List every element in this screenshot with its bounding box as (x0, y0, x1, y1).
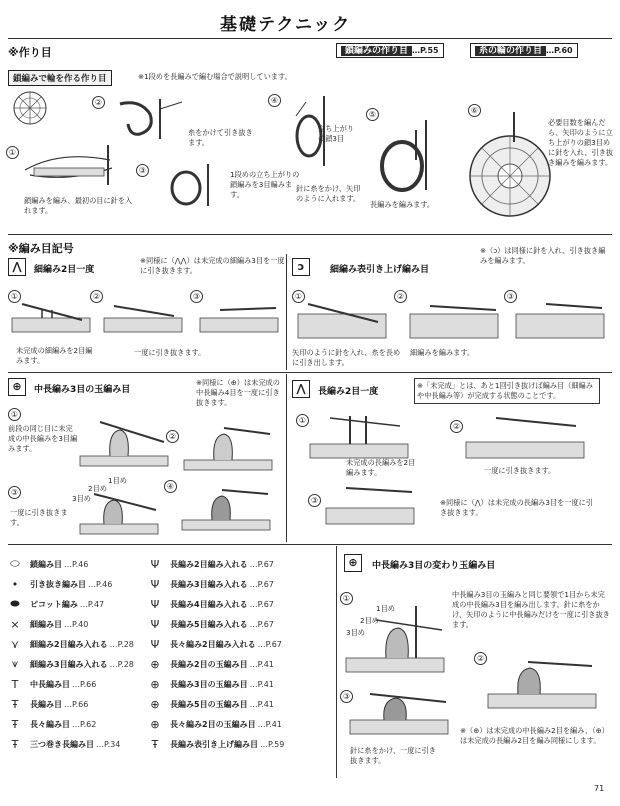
start-step-3-text: 1段めの立ち上がりの鎖編みを3目編みます。 (230, 170, 300, 199)
dc-front-post-icon: Ŧ (151, 737, 159, 751)
sc2tog-step-2-num: ② (90, 290, 103, 303)
variation-puff-label-2: 2目め (360, 616, 379, 625)
legend-item[interactable]: Ŧ 長編み目 …P.66 (6, 694, 166, 714)
sc2tog-step-1-illustration (12, 300, 92, 340)
start-step-4-text: 針に糸をかけ、矢印のように入れます。 (296, 184, 361, 203)
hdc-puff-step-1-num: ① (8, 408, 21, 421)
start-step-1-text: 鎖編みを編み、最初の目に針を入れます。 (24, 196, 133, 215)
symbol-dc2tog-icon: ⋀ (292, 380, 310, 398)
front-post-step-3-illustration (516, 300, 606, 344)
hdc-puff-step-1-illustration (80, 412, 170, 472)
double-treble-icon: Ŧ (11, 737, 19, 751)
front-post-note: ※（ↄ）は同様に針を入れ、引き抜き編みを編みます。 (480, 246, 606, 265)
dc2tog-step-1-illustration (310, 412, 410, 462)
legend-item[interactable]: Ŧ 長々編み目 …P.62 (6, 714, 166, 734)
page-title: 基礎テクニック (220, 15, 352, 35)
legend-item[interactable]: • 引き抜き編み目 …P.46 (6, 574, 166, 594)
front-post-step-2-illustration (410, 300, 500, 344)
treble-crochet-icon: Ŧ (11, 717, 19, 731)
hdc-puff-step-1-text: 前段の同じ目に未完成の中長編みを3目編みます。 (8, 424, 78, 453)
front-post-step-2-num: ② (394, 290, 407, 303)
section-divider-2 (8, 372, 612, 373)
variation-puff-step-2-illustration (488, 656, 598, 712)
sc-3-inc-icon: ⩛ (11, 657, 19, 670)
start-step-4-label: 立ち上がりの鎖3目 (318, 124, 354, 143)
hdc-puff-step-2-illustration (184, 420, 274, 476)
variation-puff-step-1-num: ① (340, 592, 353, 605)
ref-chain-start-page: …P.55 (412, 46, 439, 55)
ref-ring-start-label: 糸の輪の作り目 (475, 46, 546, 56)
dc-5-puff-icon: ⊕ (150, 697, 160, 711)
front-post-step-1-illustration (298, 300, 388, 344)
start-step-4-num: ④ (268, 94, 281, 107)
legend-item[interactable]: Ŧ 長編み表引き上げ編み目 …P.59 (146, 734, 336, 754)
hdc-puff-step-3-text: 一度に引き抜きます。 (10, 508, 68, 527)
hdc-puff-step-4-illustration (182, 486, 272, 536)
symbol-variation-puff-icon: ⊕ (344, 554, 362, 572)
sc2tog-step-1-text: 未完成の細編みを2目編みます。 (16, 346, 93, 365)
front-post-step-2-text: 細編みを編みます。 (410, 348, 475, 357)
variation-puff-label-3: 3目め (346, 628, 365, 637)
half-double-icon: T (11, 677, 19, 691)
dc-3-puff-icon: ⊕ (150, 677, 160, 691)
start-step-3-illustration (156, 160, 236, 210)
hdc-puff-label-3: 3目め (72, 494, 91, 503)
picot-icon: ⬬ (10, 597, 20, 610)
sc2tog-step-3-num: ③ (190, 290, 203, 303)
block-divider-v1 (286, 254, 287, 370)
legend-item[interactable]: Ψ 長編み4目編み入れる …P.67 (146, 594, 336, 614)
tr-2-inc-icon: Ψ (150, 637, 160, 651)
dc2tog-step-1-text: 未完成の長編みを2目編みます。 (346, 458, 416, 477)
block-divider-v2 (286, 374, 287, 542)
sc2tog-step-3-text: 一度に引き抜きます。 (134, 348, 206, 357)
dc-4-inc-icon: Ψ (150, 597, 160, 611)
legend-item[interactable]: × 細編み目 …P.40 (6, 614, 166, 634)
dc2tog-step-1-num: ① (296, 414, 309, 427)
start-step-5-num: ⑤ (366, 108, 379, 121)
section-symbols-heading: ※編み目記号 (8, 242, 74, 255)
legend-item[interactable]: Ψ 長編み5目編み入れる …P.67 (146, 614, 336, 634)
dc2tog-step-2-illustration (466, 416, 586, 462)
hdc-puff-label-1: 1目め (108, 476, 127, 485)
legend-item[interactable]: ⊕ 長編み5目の玉編み目 …P.41 (146, 694, 336, 714)
front-post-step-3-num: ③ (504, 290, 517, 303)
legend-item[interactable]: ⊕ 長々編み2目の玉編み目 …P.41 (146, 714, 336, 734)
hdc-puff-step-4-num: ④ (164, 480, 177, 493)
hdc-puff-label-2: 2目め (88, 484, 107, 493)
dc-3-inc-icon: Ψ (150, 577, 160, 591)
legend-column-1 (6, 554, 166, 754)
start-step-2-illustration (110, 94, 190, 144)
front-post-step-1-text: 矢印のように針を入れ、糸を長めに引き出します。 (292, 348, 401, 367)
start-intro-note: ※1段めを長編みで編む場合で説明しています。 (138, 72, 292, 81)
sc2tog-step-3-illustration (200, 300, 280, 340)
hdc-puff-title: 中長編み3目の玉編み目 (34, 385, 131, 395)
block-divider-v3 (336, 546, 337, 778)
variation-puff-step-3-num: ③ (340, 690, 353, 703)
hdc-puff-step-2-num: ② (166, 430, 179, 443)
page-number: 71 (594, 784, 605, 793)
start-step-2-text: 糸をかけて引き抜きます。 (188, 128, 253, 147)
variation-puff-step-1-illustration (346, 600, 446, 680)
single-crochet-icon: × (10, 617, 20, 631)
title-divider (8, 38, 612, 39)
start-step-1-illustration (20, 140, 120, 190)
legend-item[interactable]: ⊕ 長編み2目の玉編み目 …P.41 (146, 654, 336, 674)
chain-ring-diagram (10, 88, 50, 128)
section-divider-3 (8, 544, 612, 545)
front-post-title: 細編み表引き上げ編み目 (330, 265, 430, 275)
slip-stitch-icon: • (11, 577, 19, 591)
dc2tog-step-2-num: ② (450, 420, 463, 433)
start-step-6-illustration (462, 112, 562, 222)
variation-puff-label-1: 1目め (376, 604, 395, 613)
sc-2-inc-icon: ⋎ (10, 637, 20, 651)
sc2tog-step-2-illustration (104, 300, 184, 340)
dc2tog-note2: ※同様に（⋀）は未完成の長編み3目を一度に引き抜きます。 (440, 498, 594, 517)
double-crochet-icon: Ŧ (11, 697, 19, 711)
variation-puff-step-1-text: 中長編み3目の玉編みと同じ要領で1目から未完成の中長編み3目を編み出します。針に糸をかけ、矢印のように中長編みだけを一度に引き抜きます。 (452, 590, 610, 629)
symbol-hdc-puff-icon: ⊕ (8, 378, 26, 396)
start-step-6-num: ⑥ (468, 104, 481, 117)
section-divider-1 (8, 234, 612, 235)
legend-item[interactable]: ⬭ 鎖編み目 …P.46 (6, 554, 166, 574)
hdc-puff-step-3-num: ③ (8, 486, 21, 499)
sc2tog-step-1-num: ① (8, 290, 21, 303)
start-step-6-text: 必要目数を編んだら、矢印のように立ち上がりの鎖3目めに針を入れ、引き抜き編みを編みます。 (548, 118, 614, 167)
variation-puff-note: ※（⊕）は未完成の中長編み2目を編み、（⊕）は未完成の長編み2目を編み同様にします。 (460, 726, 609, 745)
dc-2-inc-icon: Ψ (150, 557, 160, 571)
legend-item[interactable]: Ψ 長編み3目編み入れる …P.67 (146, 574, 336, 594)
ref-chain-start[interactable] (336, 43, 444, 58)
legend-item[interactable]: ⋎ 細編み2目編み入れる …P.28 (6, 634, 166, 654)
dc2tog-title: 長編み2目一度 (318, 387, 379, 397)
dc2tog-note: ※「未完成」とは、あと1回引き抜けば編み目（細編みや中長編み等）が完成する状態のことです。 (414, 378, 600, 404)
legend-item[interactable]: T 中長編み目 …P.66 (6, 674, 166, 694)
variation-puff-title: 中長編み3目の変わり玉編み目 (372, 561, 496, 571)
sc2tog-note: ※同様に（⋀⋀）は未完成の細編み3目を一度に引き抜きます。 (140, 256, 285, 275)
chain-stitch-icon: ⬭ (10, 557, 20, 570)
variation-puff-step-3-text: 針に糸をかけ、一度に引き抜きます。 (350, 746, 436, 765)
ref-chain-start-label: 鎖編みの作り目 (341, 46, 412, 56)
start-step-5-illustration (370, 120, 450, 200)
sc2tog-title: 細編み2目一度 (34, 265, 95, 275)
variation-puff-step-2-num: ② (474, 652, 487, 665)
start-step-3-num: ③ (136, 164, 149, 177)
dc2tog-step-3-illustration (326, 484, 416, 528)
legend-item[interactable]: Ŧ 三つ巻き長編み目 …P.34 (6, 734, 166, 754)
legend-item[interactable]: ⊕ 長編み3目の玉編み目 …P.41 (146, 674, 336, 694)
start-step-2-num: ② (92, 96, 105, 109)
start-step-1-num: ① (6, 146, 19, 159)
dc-5-inc-icon: Ψ (150, 617, 160, 631)
legend-item[interactable]: ⩛ 細編み3目編み入れる …P.28 (6, 654, 166, 674)
legend-item[interactable]: Ψ 長編み2目編み入れる …P.67 (146, 554, 336, 574)
legend-item[interactable]: Ψ 長々編み2目編み入れる …P.67 (146, 634, 336, 654)
hdc-puff-note: ※同様に（⊕）は未完成の中長編み4目を一度に引き抜きます。 (196, 378, 280, 407)
dc2tog-step-3-num: ③ (308, 494, 321, 507)
legend-item[interactable]: ⬬ ピコット編み …P.47 (6, 594, 166, 614)
ref-ring-start-page: …P.60 (546, 46, 573, 55)
symbol-front-post-icon: ↄ (292, 258, 310, 276)
tr-2-puff-icon: ⊕ (150, 717, 160, 731)
section-start-heading: ※作り目 (8, 46, 52, 59)
dc-2-puff-icon: ⊕ (150, 657, 160, 671)
symbol-sc2tog-icon: ⋀ (8, 258, 26, 276)
legend-column-2 (146, 554, 336, 754)
start-step-5-text: 長編みを編みます。 (370, 200, 435, 209)
hdc-puff-step-3-illustration (80, 490, 160, 540)
variation-puff-step-3-illustration (350, 690, 450, 740)
front-post-step-1-num: ① (292, 290, 305, 303)
dc2tog-step-2-text: 一度に引き抜きます。 (484, 466, 556, 475)
sub-heading-chain-ring: 鎖編みで輪を作る作り目 (8, 70, 112, 86)
ref-ring-start[interactable] (470, 43, 578, 58)
